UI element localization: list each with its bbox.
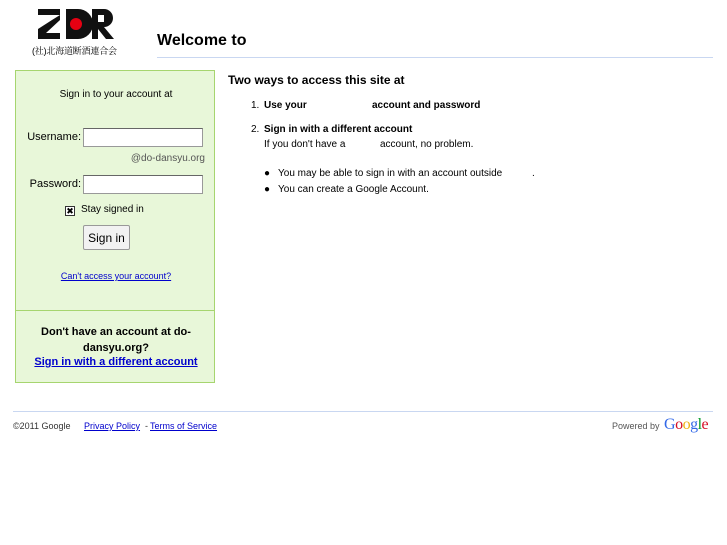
stay-signed-in-checkbox[interactable]: ✖ [66, 206, 74, 216]
powered-by-label: Powered by [612, 421, 660, 431]
different-account-link[interactable]: Sign in with a different account [34, 356, 198, 368]
item2-subtext-end: account, no problem. [380, 139, 474, 150]
no-account-text: Don't have an account at do-dansyu.org? [41, 326, 191, 354]
google-logo-letter: o [682, 416, 691, 433]
google-logo-letter: g [690, 416, 698, 433]
item2-subtext-start: If you don't have a [264, 139, 346, 150]
google-logo-letter: G [664, 416, 676, 433]
info-title: Two ways to access this site at [228, 73, 405, 87]
google-logo-letter: l [697, 416, 702, 433]
google-logo-letter: o [675, 416, 683, 433]
domain-hint: @do-dansyu.org [130, 153, 205, 164]
item1-number: 1. [251, 100, 260, 111]
signin-divider [16, 310, 214, 311]
header-divider [157, 57, 713, 58]
bullet1-text: You may be able to sign in with an account outside [278, 168, 503, 179]
signin-panel [15, 70, 215, 383]
cant-access-container [16, 271, 216, 281]
page-title: Welcome to [157, 32, 247, 49]
item1-text-end: account and password [372, 100, 481, 111]
copyright: ©2011 Google [13, 421, 71, 431]
bullet-icon: ● [264, 168, 271, 179]
bullet-icon: ● [264, 184, 271, 195]
privacy-policy-link[interactable]: Privacy Policy [84, 421, 141, 431]
signin-button[interactable]: Sign in [83, 225, 130, 250]
footer-separator: - [145, 421, 148, 431]
username-input[interactable] [83, 128, 203, 147]
item2-text: Sign in with a different account [264, 124, 413, 135]
signin-title: Sign in to your account at [59, 89, 173, 100]
password-input[interactable] [83, 175, 203, 194]
org-name: (社)北海道断酒連合会 [32, 46, 117, 56]
different-account-container [16, 356, 216, 368]
terms-of-service-link[interactable]: Terms of Service [150, 421, 218, 431]
password-label: Password: [29, 178, 81, 190]
item1-text-start: Use your [264, 100, 307, 111]
cant-access-link[interactable]: Can't access your account? [60, 271, 172, 281]
bullet1-end: . [532, 168, 535, 179]
item2-number: 2. [251, 124, 260, 135]
google-logo [664, 416, 708, 434]
bullet2-text: You can create a Google Account. [278, 184, 429, 195]
username-label: Username: [27, 131, 81, 143]
stay-signed-in-label: Stay signed in [81, 204, 144, 215]
google-logo-letter: e [701, 416, 709, 433]
footer-divider [13, 411, 713, 412]
